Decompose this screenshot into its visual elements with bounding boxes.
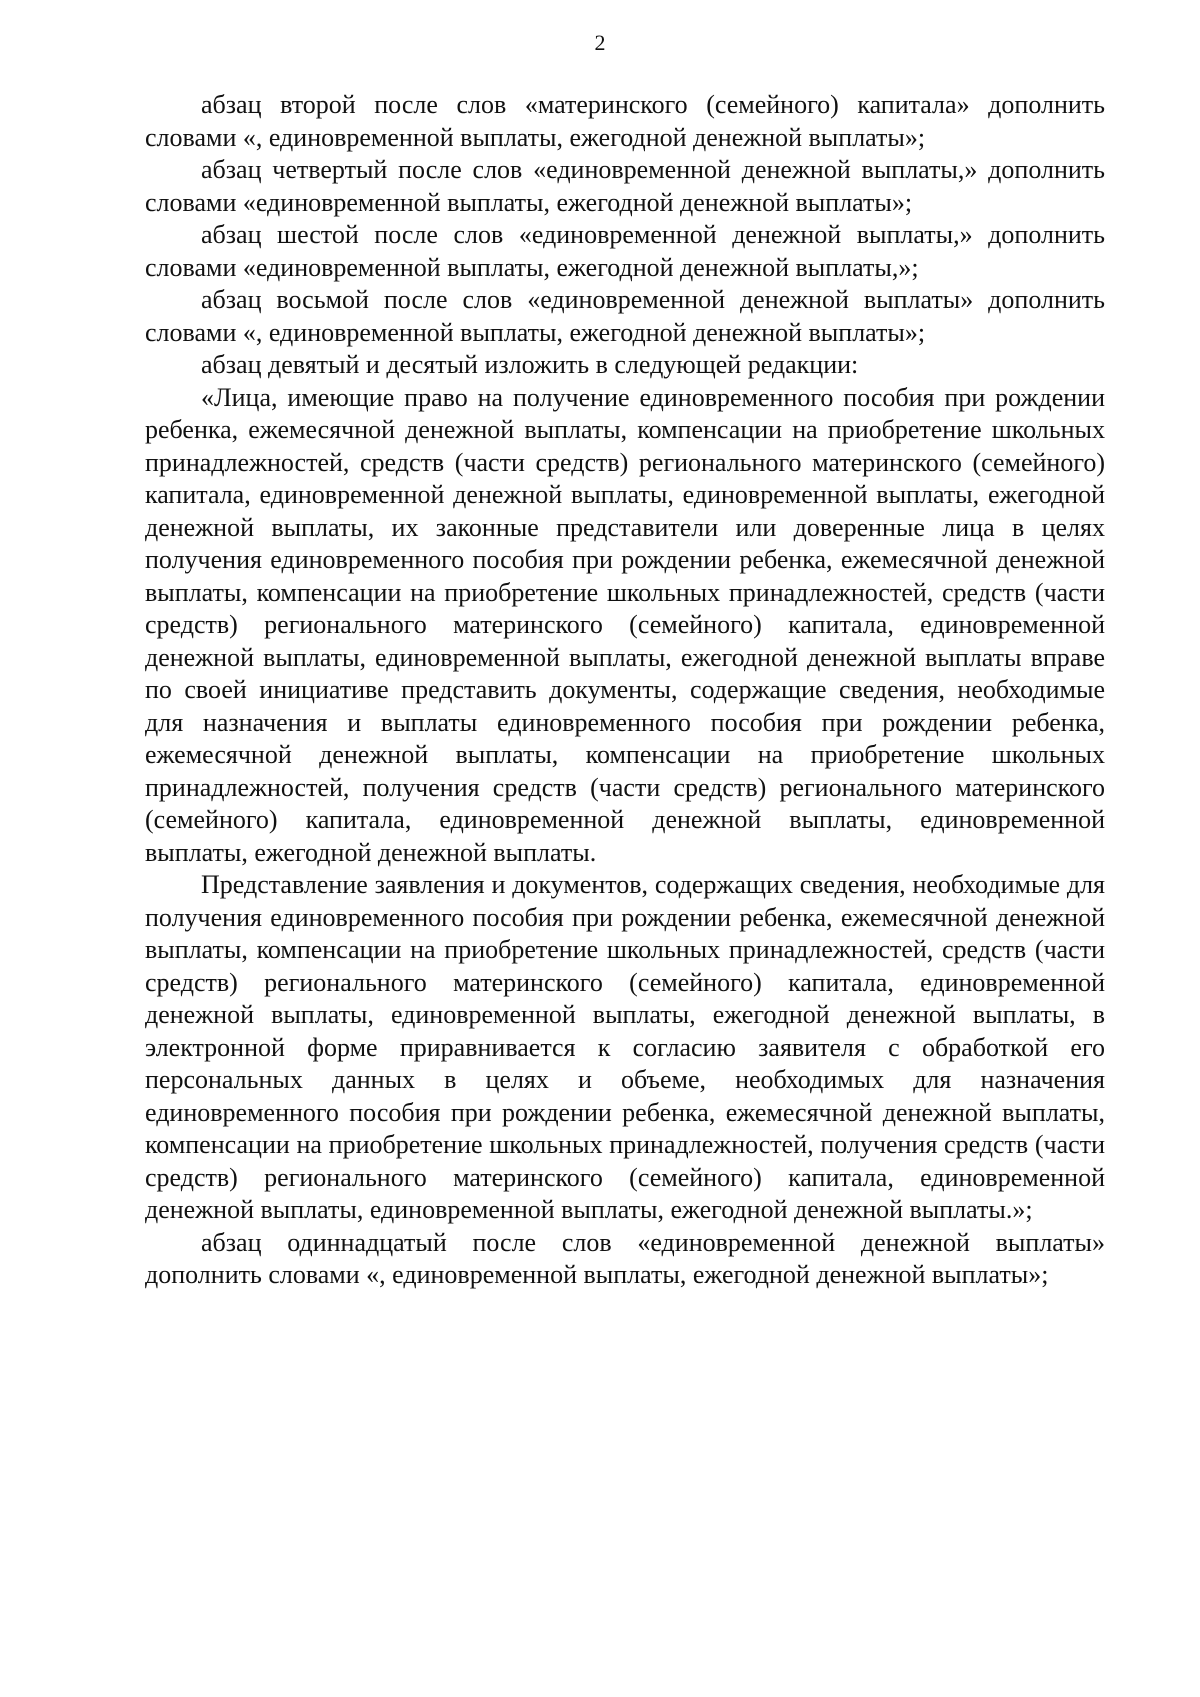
paragraph: абзац шестой после слов «единовременной денежной выплаты,» дополнить словами «единовременной выплаты, ежегодной денежной выплаты,»; — [145, 220, 1105, 282]
paragraph: Представление заявления и документов, содержащих сведения, необходимые для получения единовременного пособия при рождении ребенка, ежемесячной денежной выплаты, компенсации на приобретение школьных принадлежностей, средств (части средств) регионального материнского (семейного) капитала, единовременной денежной выплаты, единовременной выплаты, ежегодной денежной выплаты, в электронной форме приравнивается к согласию заявителя с обработкой его персональных данных в целях и объеме, необходимых для назначения единовременного пособия при рождении ребенка, ежемесячной денежной выплаты, компенсации на приобретение школьных принадлежностей, получения средств (части средств) регионального материнского (семейного) капитала, единовременной денежной выплаты, единовременной выплаты, ежегодной денежной выплаты.»; — [145, 870, 1105, 1224]
paragraph: абзац четвертый после слов «единовременной денежной выплаты,» дополнить словами «единовременной выплаты, ежегодной денежной выплаты»; — [145, 155, 1105, 217]
page-number: 2 — [594, 30, 606, 55]
document-body — [145, 89, 1105, 1292]
paragraph: абзац второй после слов «материнского (семейного) капитала» дополнить словами «, единовременной выплаты, ежегодной денежной выплаты»; — [145, 90, 1105, 152]
paragraph: абзац девятый и десятый изложить в следующей редакции: — [201, 350, 859, 379]
paragraph: абзац одиннадцатый после слов «единовременной денежной выплаты» дополнить словами «, единовременной выплаты, ежегодной денежной выплаты»; — [145, 1227, 1105, 1289]
paragraph: абзац восьмой после слов «единовременной денежной выплаты» дополнить словами «, единовременной выплаты, ежегодной денежной выплаты»; — [145, 285, 1105, 347]
paragraph: «Лица, имеющие право на получение единовременного пособия при рождении ребенка, ежемесячной денежной выплаты, компенсации на приобретение школьных принадлежностей, средств (части средств) регионального материнского (семейного) капитала, единовременной денежной выплаты, единовременной выплаты, ежегодной денежной выплаты, их законные представители или доверенные лица в целях получения единовременного пособия при рождении ребенка, ежемесячной денежной выплаты, компенсации на приобретение школьных принадлежностей, средств (части средств) регионального материнского (семейного) капитала, единовременной денежной выплаты, единовременной выплаты, ежегодной денежной выплаты вправе по своей инициативе представить документы, содержащие сведения, необходимые для назначения и выплаты единовременного пособия при рождении ребенка, ежемесячной денежной выплаты, компенсации на приобретение школьных принадлежностей, получения средств (части средств) регионального материнского (семейного) капитала, единовременной денежной выплаты, единовременной выплаты, ежегодной денежной выплаты. — [145, 382, 1105, 867]
